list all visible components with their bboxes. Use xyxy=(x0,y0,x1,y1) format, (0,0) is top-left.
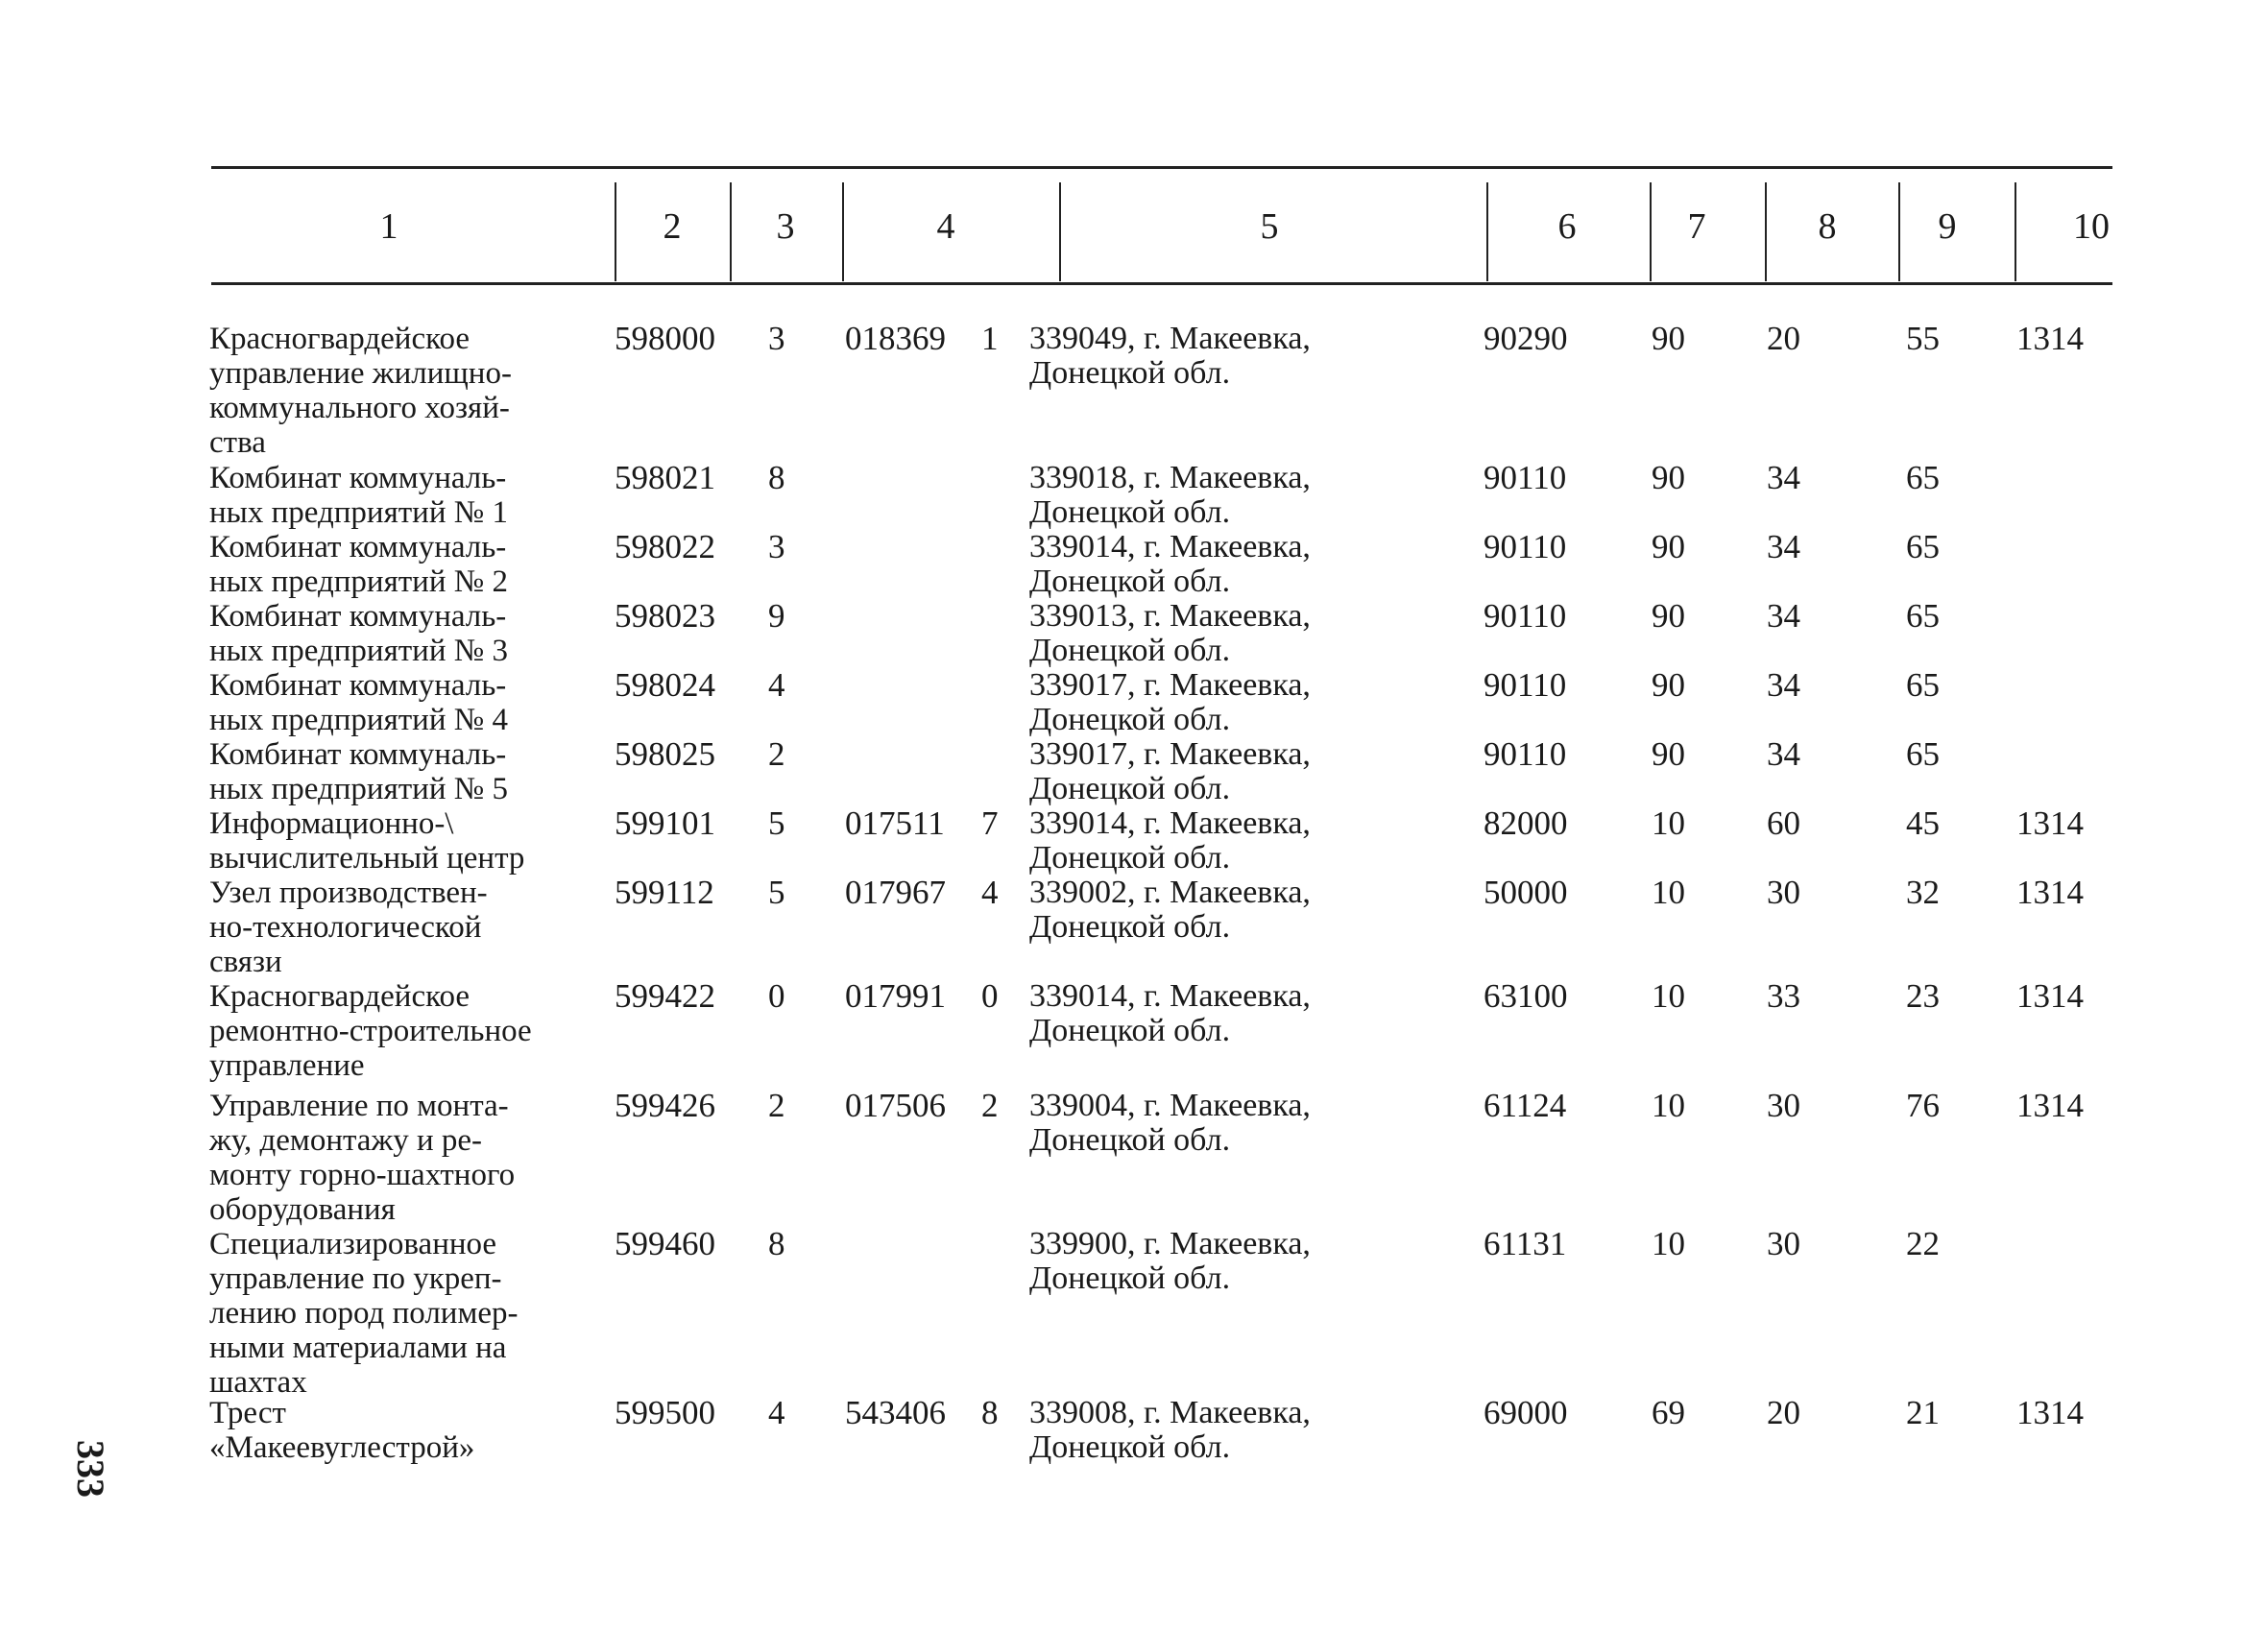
address-cell: 339017, г. Макеевка, Донецкой обл. xyxy=(1029,736,1311,806)
column-9-cell: 22 xyxy=(1906,1225,1940,1262)
address-cell: 339018, г. Макеевка, Донецкой обл. xyxy=(1029,460,1311,530)
address-cell: 339002, г. Макеевка, Донецкой обл. xyxy=(1029,875,1311,945)
column-divider xyxy=(730,182,732,281)
table-row xyxy=(0,806,2268,876)
organization-name: Узел производствен- но-технологической связи xyxy=(209,876,488,979)
code2-cell: 017991 xyxy=(845,977,946,1015)
column-7-cell: 10 xyxy=(1652,874,1685,911)
table-row xyxy=(0,599,2268,668)
column-7-cell: 10 xyxy=(1652,1087,1685,1124)
column-header-3: 3 xyxy=(776,206,795,247)
column-header-10: 10 xyxy=(2073,206,2110,247)
column-10-cell: 1314 xyxy=(2016,977,2084,1015)
column-7-cell: 10 xyxy=(1652,804,1685,842)
column-divider xyxy=(842,182,844,281)
column-header-6: 6 xyxy=(1557,206,1577,247)
column-7-cell: 90 xyxy=(1652,597,1685,635)
organization-name: Комбинат коммуналь- ных предприятий № 2 xyxy=(209,530,508,599)
column-7-cell: 10 xyxy=(1652,1225,1685,1262)
check-digit-cell: 8 xyxy=(768,459,785,496)
column-8-cell: 34 xyxy=(1767,735,1800,773)
column-9-cell: 65 xyxy=(1906,459,1940,496)
code-cell: 598000 xyxy=(615,320,715,357)
address-cell: 339008, г. Макеевка, Донецкой обл. xyxy=(1029,1395,1311,1465)
check2-cell: 7 xyxy=(981,804,999,842)
table-header-rule xyxy=(211,282,2112,285)
organization-name: Комбинат коммуналь- ных предприятий № 4 xyxy=(209,668,508,737)
code2-cell: 543406 xyxy=(845,1394,946,1431)
column-7-cell: 90 xyxy=(1652,666,1685,704)
check2-cell: 0 xyxy=(981,977,999,1015)
column-9-cell: 23 xyxy=(1906,977,1940,1015)
code-cell: 599500 xyxy=(615,1394,715,1431)
table-row xyxy=(0,737,2268,806)
column-9-cell: 65 xyxy=(1906,735,1940,773)
check-digit-cell: 3 xyxy=(768,320,785,357)
column-6-cell: 50000 xyxy=(1484,874,1568,911)
column-10-cell: 1314 xyxy=(2016,804,2084,842)
table-top-rule xyxy=(211,166,2112,169)
check-digit-cell: 8 xyxy=(768,1225,785,1262)
column-divider xyxy=(1650,182,1652,281)
column-9-cell: 55 xyxy=(1906,320,1940,357)
column-header-1: 1 xyxy=(379,206,398,247)
check-digit-cell: 2 xyxy=(768,1087,785,1124)
check-digit-cell: 5 xyxy=(768,874,785,911)
address-cell: 339013, г. Макеевка, Донецкой обл. xyxy=(1029,598,1311,668)
organization-name: Комбинат коммуналь- ных предприятий № 1 xyxy=(209,461,508,530)
column-10-cell: 1314 xyxy=(2016,1087,2084,1124)
code2-cell: 017506 xyxy=(845,1087,946,1124)
check-digit-cell: 4 xyxy=(768,1394,785,1431)
column-header-7: 7 xyxy=(1687,206,1706,247)
code2-cell: 017511 xyxy=(845,804,945,842)
column-8-cell: 34 xyxy=(1767,528,1800,565)
code-cell: 599112 xyxy=(615,874,714,911)
table-row xyxy=(0,668,2268,737)
column-7-cell: 90 xyxy=(1652,459,1685,496)
check2-cell: 4 xyxy=(981,874,999,911)
column-10-cell: 1314 xyxy=(2016,874,2084,911)
column-header-8: 8 xyxy=(1818,206,1837,247)
address-cell: 339004, г. Макеевка, Донецкой обл. xyxy=(1029,1088,1311,1158)
table-row xyxy=(0,530,2268,599)
code-cell: 599422 xyxy=(615,977,715,1015)
column-8-cell: 20 xyxy=(1767,320,1800,357)
organization-name: Комбинат коммуналь- ных предприятий № 5 xyxy=(209,737,508,806)
organization-name: Управление по монта- жу, демонтажу и ре- монту горно-шахтного оборудования xyxy=(209,1089,516,1227)
column-8-cell: 60 xyxy=(1767,804,1800,842)
code-cell: 598024 xyxy=(615,666,715,704)
address-cell: 339049, г. Макеевка, Донецкой обл. xyxy=(1029,321,1311,391)
code-cell: 598023 xyxy=(615,597,715,635)
column-6-cell: 61131 xyxy=(1484,1225,1567,1262)
code-cell: 598022 xyxy=(615,528,715,565)
column-8-cell: 34 xyxy=(1767,459,1800,496)
organization-name: Комбинат коммуналь- ных предприятий № 3 xyxy=(209,599,508,668)
column-8-cell: 30 xyxy=(1767,1087,1800,1124)
page-number: 333 xyxy=(69,1440,112,1498)
organization-name: Информационно-\ вычислительный центр xyxy=(209,806,525,876)
column-divider xyxy=(1765,182,1767,281)
address-cell: 339014, г. Макеевка, Донецкой обл. xyxy=(1029,978,1311,1048)
code2-cell: 018369 xyxy=(845,320,946,357)
column-6-cell: 90290 xyxy=(1484,320,1568,357)
column-6-cell: 69000 xyxy=(1484,1394,1568,1431)
column-header-2: 2 xyxy=(663,206,682,247)
column-10-cell: 1314 xyxy=(2016,320,2084,357)
column-6-cell: 90110 xyxy=(1484,666,1567,704)
address-cell: 339017, г. Макеевка, Донецкой обл. xyxy=(1029,667,1311,737)
column-8-cell: 34 xyxy=(1767,597,1800,635)
check-digit-cell: 0 xyxy=(768,977,785,1015)
address-cell: 339014, г. Макеевка, Донецкой обл. xyxy=(1029,805,1311,876)
column-divider xyxy=(2015,182,2016,281)
column-8-cell: 30 xyxy=(1767,1225,1800,1262)
table-row xyxy=(0,876,2268,979)
code-cell: 599460 xyxy=(615,1225,715,1262)
check-digit-cell: 2 xyxy=(768,735,785,773)
column-10-cell: 1314 xyxy=(2016,1394,2084,1431)
code-cell: 598021 xyxy=(615,459,715,496)
column-9-cell: 76 xyxy=(1906,1087,1940,1124)
check-digit-cell: 9 xyxy=(768,597,785,635)
table-row xyxy=(0,322,2268,461)
code-cell: 598025 xyxy=(615,735,715,773)
organization-name: Специализированное управление по укреп- лению пород полимер- ными материалами на шахтах xyxy=(209,1227,519,1400)
column-6-cell: 82000 xyxy=(1484,804,1568,842)
column-7-cell: 90 xyxy=(1652,735,1685,773)
check-digit-cell: 5 xyxy=(768,804,785,842)
column-9-cell: 65 xyxy=(1906,666,1940,704)
column-header-4: 4 xyxy=(936,206,955,247)
address-cell: 339900, г. Макеевка, Донецкой обл. xyxy=(1029,1226,1311,1296)
column-divider xyxy=(1898,182,1900,281)
column-6-cell: 90110 xyxy=(1484,735,1567,773)
column-divider xyxy=(1059,182,1061,281)
column-6-cell: 90110 xyxy=(1484,597,1567,635)
table-row xyxy=(0,1225,2268,1400)
column-8-cell: 34 xyxy=(1767,666,1800,704)
organization-name: Красногвардейское управление жилищно- коммунального хозяй- ства xyxy=(209,322,512,460)
column-9-cell: 21 xyxy=(1906,1394,1940,1431)
table-body xyxy=(0,322,2268,1473)
column-9-cell: 65 xyxy=(1906,528,1940,565)
check2-cell: 2 xyxy=(981,1087,999,1124)
column-6-cell: 90110 xyxy=(1484,528,1567,565)
column-7-cell: 10 xyxy=(1652,977,1685,1015)
column-9-cell: 32 xyxy=(1906,874,1940,911)
column-header-9: 9 xyxy=(1938,206,1957,247)
column-divider xyxy=(615,182,616,281)
address-cell: 339014, г. Макеевка, Донецкой обл. xyxy=(1029,529,1311,599)
table-row xyxy=(0,461,2268,530)
column-8-cell: 20 xyxy=(1767,1394,1800,1431)
column-7-cell: 90 xyxy=(1652,320,1685,357)
table-row xyxy=(0,1089,2268,1227)
code2-cell: 017967 xyxy=(845,874,946,911)
column-divider xyxy=(1486,182,1488,281)
column-8-cell: 33 xyxy=(1767,977,1800,1015)
check-digit-cell: 3 xyxy=(768,528,785,565)
code-cell: 599426 xyxy=(615,1087,715,1124)
column-8-cell: 30 xyxy=(1767,874,1800,911)
check2-cell: 1 xyxy=(981,320,999,357)
table-row xyxy=(0,979,2268,1089)
organization-name: Трест «Макеевуглестрой» xyxy=(209,1396,475,1465)
check2-cell: 8 xyxy=(981,1394,999,1431)
table-row xyxy=(0,1396,2268,1473)
column-7-cell: 90 xyxy=(1652,528,1685,565)
organization-name: Красногвардейское ремонтно-строительное управление xyxy=(209,979,532,1083)
column-header-5: 5 xyxy=(1260,206,1279,247)
code-cell: 599101 xyxy=(615,804,715,842)
column-6-cell: 61124 xyxy=(1484,1087,1567,1124)
column-6-cell: 63100 xyxy=(1484,977,1568,1015)
column-9-cell: 65 xyxy=(1906,597,1940,635)
check-digit-cell: 4 xyxy=(768,666,785,704)
column-6-cell: 90110 xyxy=(1484,459,1567,496)
column-7-cell: 69 xyxy=(1652,1394,1685,1431)
column-9-cell: 45 xyxy=(1906,804,1940,842)
